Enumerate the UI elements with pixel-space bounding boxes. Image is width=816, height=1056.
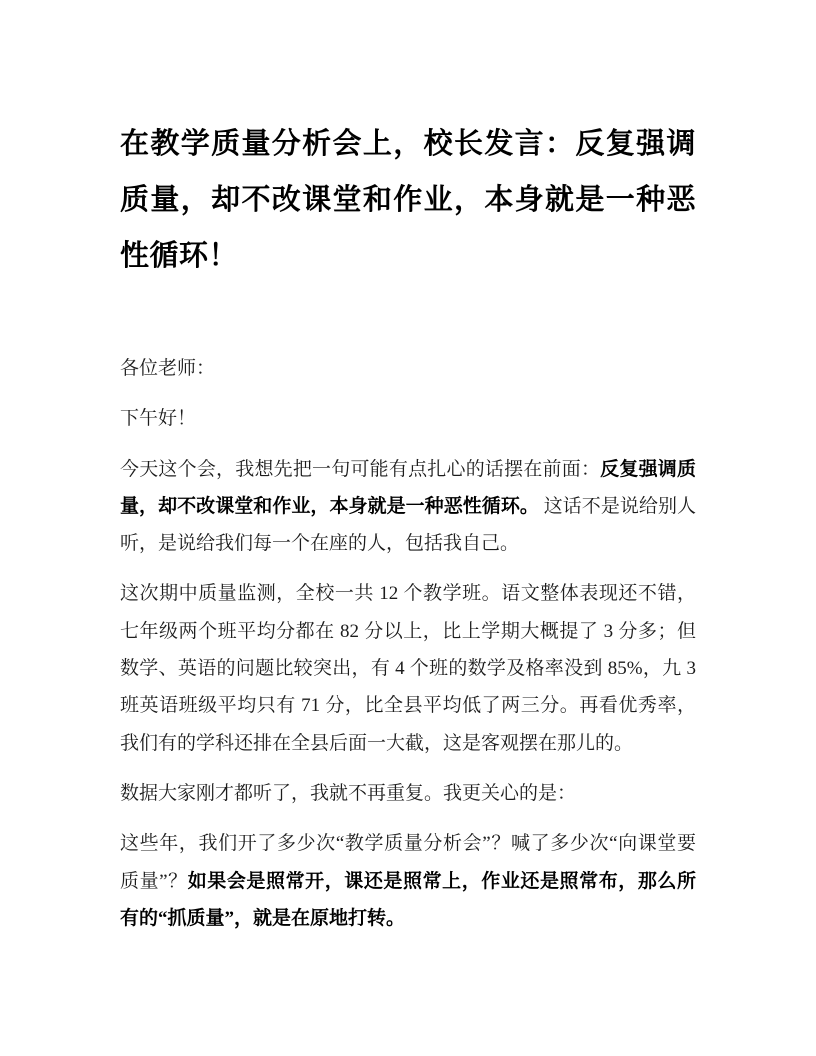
text-run: 数据大家刚才都听了，我就不再重复。我更关心的是： xyxy=(120,782,577,804)
text-run: 这话不是说给别人听，是说给我们每一个在座的人，包括我自己。 xyxy=(120,495,696,555)
text-run: 今天这个会，我想先把一句可能有点扎心的话摆在前面： xyxy=(120,458,601,480)
text-run: 这些年，我们开了多少次“教学质量分析会”？喊了多少次“向课堂要质量”？ xyxy=(120,833,696,892)
bold-text-run: 如果会是照常开，课还是照常上，作业还是照常布，那么所有的“抓质量”，就是在原地打转。 xyxy=(120,870,696,929)
paragraph xyxy=(120,350,696,387)
paragraph xyxy=(120,825,696,937)
document-title: 在教学质量分析会上，校长发言：反复强调质量，却不改课堂和作业，本身就是一种恶性循环！ xyxy=(120,128,696,272)
paragraph xyxy=(120,451,696,563)
document-body xyxy=(120,350,696,937)
paragraph xyxy=(120,400,696,437)
paragraph xyxy=(120,775,696,812)
text-run: 下午好！ xyxy=(120,408,197,430)
text-run: 这次期中质量监测，全校一共 12 个教学班。语文整体表现还不错，七年级两个班平均分都在 82 分以上，比上学期大概提了 3 分多；但数学、英语的问题比较突出，有 4 个班的数学及格率没到 85%，九 3 班英语班级平均只有 71 分，比全县平均低了两三分。再看优秀率，我们有的学科还排在全县后面一大截，这是客观摆在那儿的。 xyxy=(120,583,696,754)
text-run: 各位老师： xyxy=(120,358,216,379)
paragraph xyxy=(120,575,696,761)
bold-text-run: 反复强调质量，却不改课堂和作业，本身就是一种恶性循环。 xyxy=(120,458,696,517)
